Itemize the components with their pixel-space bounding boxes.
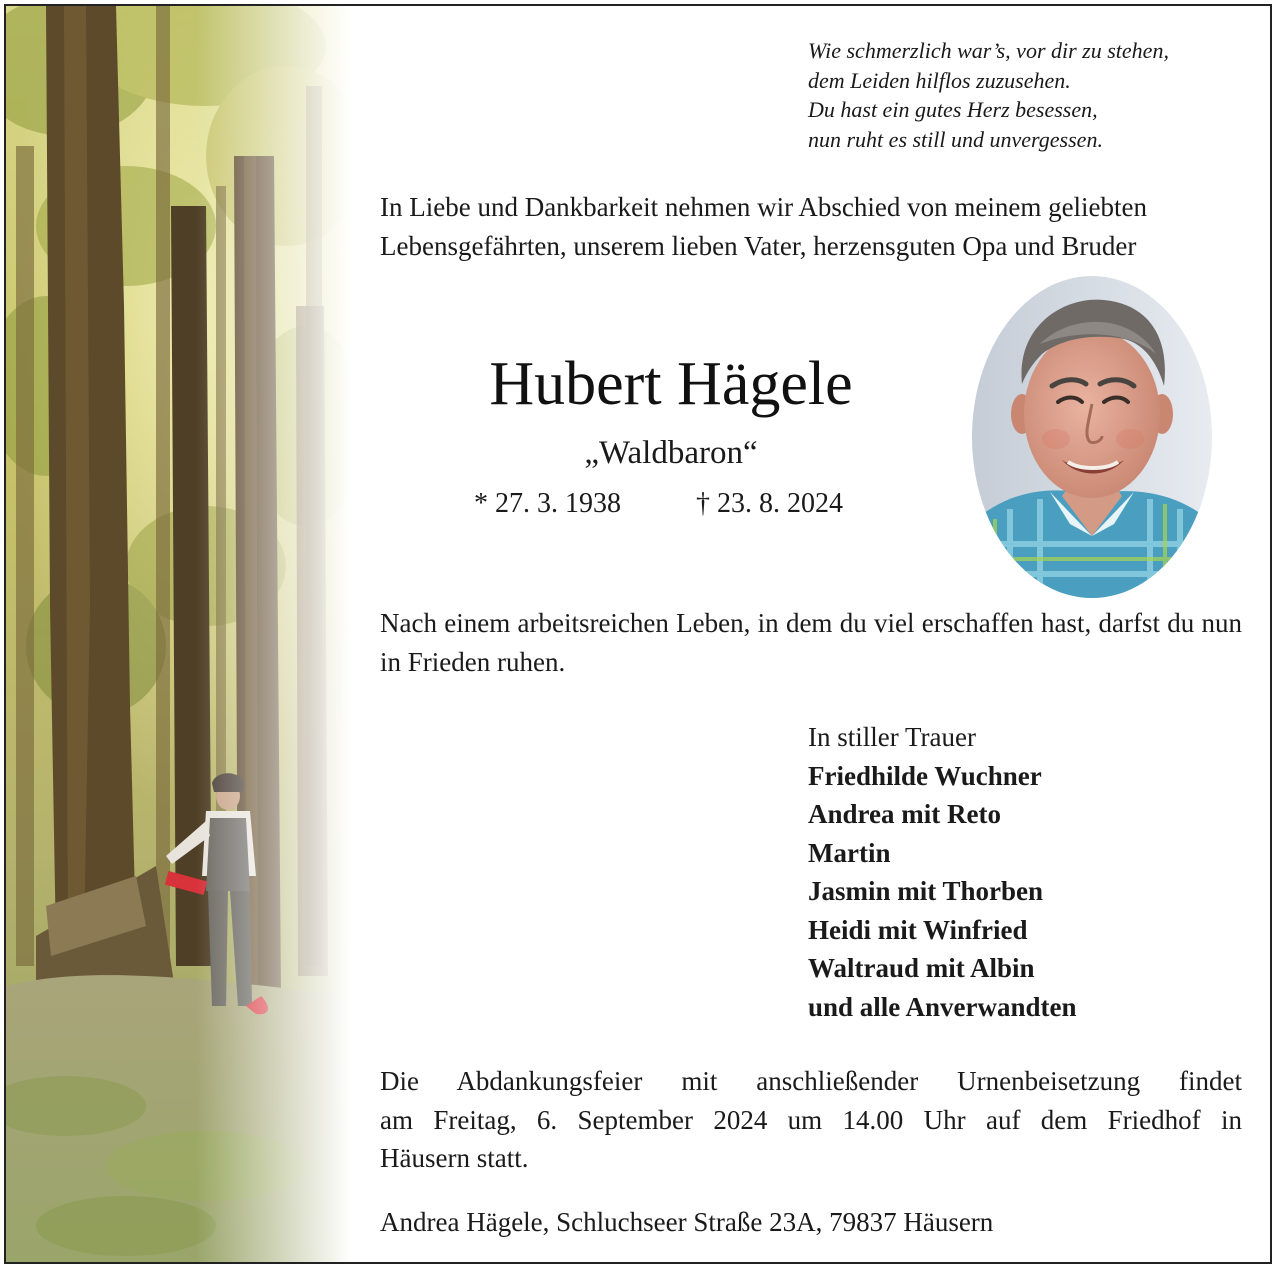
service-info <box>380 1062 1242 1178</box>
service-line: Häusern statt. <box>380 1143 529 1173</box>
mourners-lead: In stiller Trauer <box>808 722 976 752</box>
mourner-name: und alle Anverwandten <box>808 991 1077 1022</box>
intro-line: In Liebe und Dankbarkeit nehmen wir Abschied von meinem geliebten <box>380 192 1148 222</box>
poem-line: dem Leiden hilflos zuzusehen. <box>808 67 1071 93</box>
poem-line: Wie schmerzlich war’s, vor dir zu stehen, <box>808 38 1169 63</box>
mourner-name: Friedhilde Wuchner <box>808 760 1042 791</box>
life-text: Nach einem arbeitsreichen Leben, in dem du viel erschaffen hast, darfst du nun in Frieden ruhen. <box>380 608 1242 677</box>
obituary-notice <box>4 4 1272 1264</box>
deceased-nickname: „Waldbaron“ <box>584 435 758 471</box>
intro-text <box>380 188 1240 265</box>
poem <box>808 36 1169 154</box>
mourners-list <box>808 718 1077 1026</box>
mourner-name: Andrea mit Reto <box>808 799 1001 829</box>
mourner-name: Heidi mit Winfried <box>808 914 1028 945</box>
service-line: am Freitag, 6. September 2024 um 14.00 Uhr auf dem Friedhof in <box>380 1104 1242 1135</box>
service-line: Die Abdankungsfeier mit anschließender Urnenbeisetzung findet <box>380 1066 1242 1096</box>
forest-illustration <box>6 6 351 1262</box>
mourner-name: Jasmin mit Thorben <box>808 876 1044 906</box>
mourner-name: Waltraud mit Albin <box>808 953 1035 983</box>
forest-photo <box>6 6 351 1262</box>
birth-date: * 27. 3. 1938 <box>474 488 621 519</box>
death-date: † 23. 8. 2024 <box>696 488 843 519</box>
portrait-illustration <box>970 274 1214 600</box>
contact-address: Andrea Hägele, Schluchseer Straße 23A, 79837 Häusern <box>380 1207 994 1237</box>
mourner-name: Martin <box>808 837 891 868</box>
deceased-name: Hubert Hägele <box>489 350 853 418</box>
intro-line: Lebensgefährten, unserem lieben Vater, herzensguten Opa und Bruder <box>380 230 1137 261</box>
poem-line: Du hast ein gutes Herz besessen, <box>808 97 1098 122</box>
poem-line: nun ruht es still und unvergessen. <box>808 126 1103 152</box>
portrait-photo <box>970 274 1214 600</box>
